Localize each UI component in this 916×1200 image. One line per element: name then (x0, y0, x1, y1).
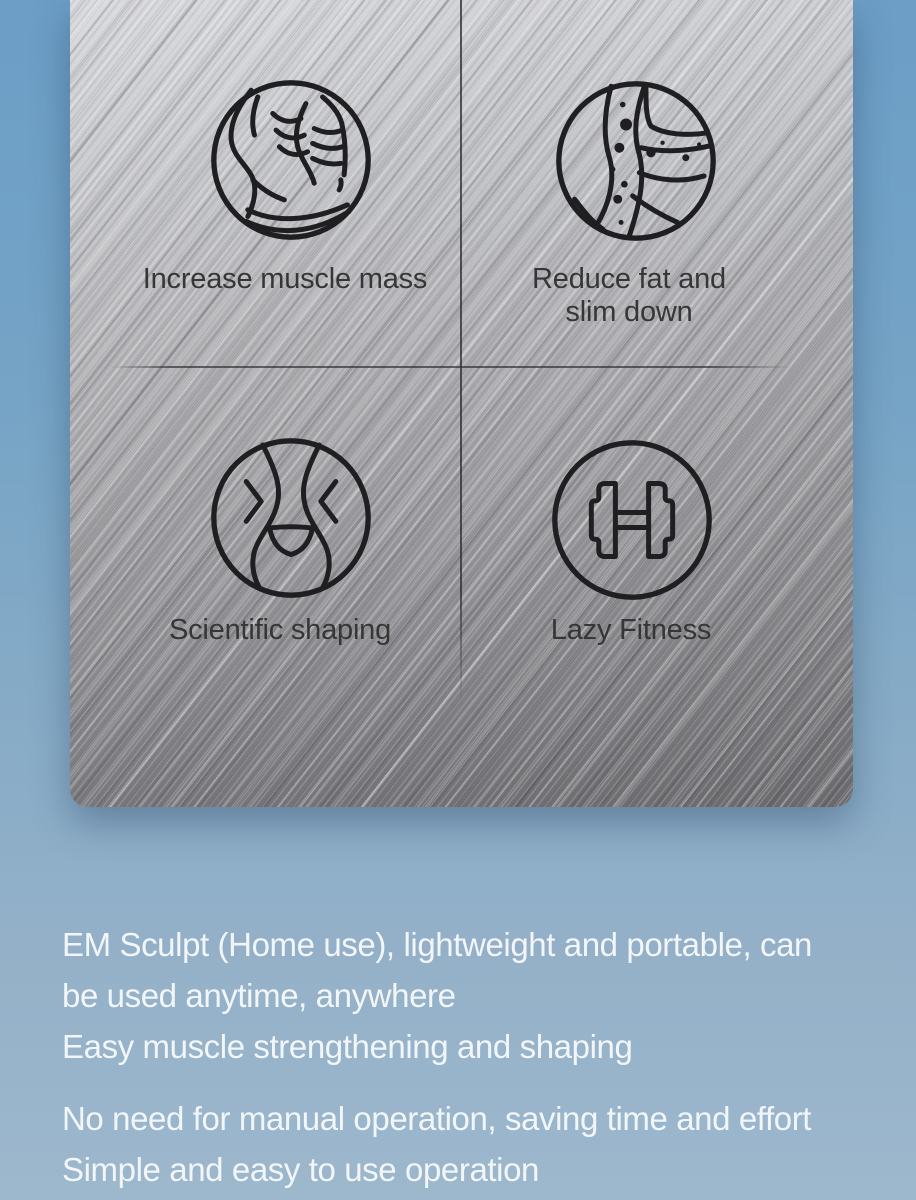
feature-label-scientific-shaping (169, 613, 391, 647)
caption-line: Easy muscle strengthening and shaping (62, 1028, 633, 1065)
muscle-abs-icon (208, 77, 374, 243)
horizontal-divider (110, 366, 792, 368)
caption-paragraph (62, 919, 898, 1072)
caption-line: Simple and easy to use operation (62, 1151, 540, 1188)
feature-label-text: Reduce fat and (532, 263, 726, 295)
vertical-divider (460, 0, 462, 704)
caption-paragraph (62, 1093, 898, 1195)
feature-label-text: Scientific shaping (168, 614, 392, 646)
feature-label-lazy-fitness (551, 613, 711, 647)
feature-label-increase-muscle (143, 262, 428, 296)
fat-cells-icon (553, 78, 719, 244)
caption-line: EM Sculpt (Home use), lightweight and portable, can (62, 926, 812, 963)
caption-block (62, 919, 898, 1195)
waist-shaping-icon (208, 435, 374, 601)
caption-line: No need for manual operation, saving time and effort (62, 1100, 812, 1137)
dumbbell-icon (549, 437, 715, 603)
feature-label-text: slim down (565, 296, 693, 328)
feature-label-text: Increase muscle mass (142, 263, 428, 295)
feature-label-reduce-fat (532, 262, 726, 328)
caption-line: be used anytime, anywhere (62, 977, 456, 1014)
feature-label-text: Lazy Fitness (550, 614, 712, 646)
metal-panel (70, 0, 853, 807)
